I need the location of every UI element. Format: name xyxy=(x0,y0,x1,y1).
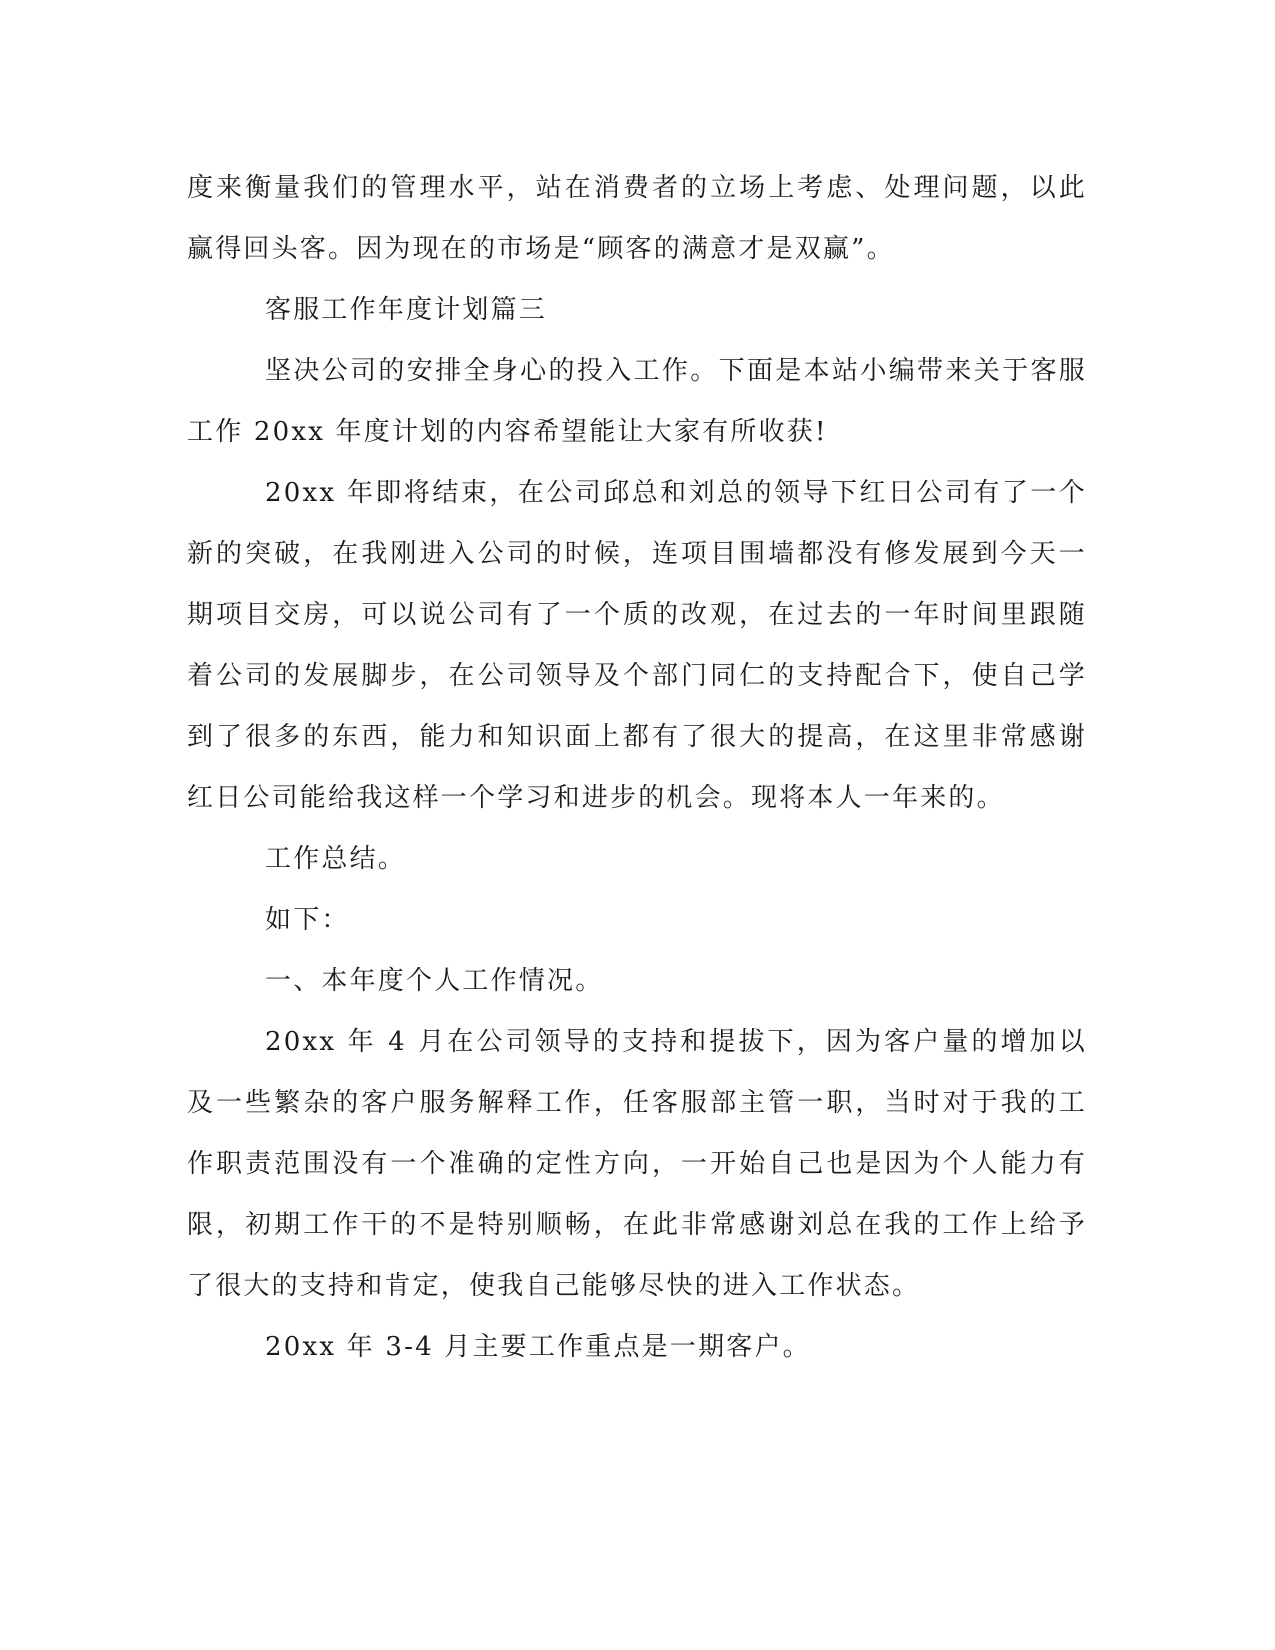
intro-paragraph: 坚决公司的安排全身心的投入工作。下面是本站小编带来关于客服工作 20xx 年度计划的内容希望能让大家有所收获! xyxy=(187,356,1087,447)
paragraph-continuation: 度来衡量我们的管理水平，站在消费者的立场上考虑、处理问题，以此赢得回头客。因为现在的市场是“顾客的满意才是双赢”。 xyxy=(187,173,1087,264)
work-detail-paragraph: 20xx 年 4 月在公司领导的支持和提拔下，因为客户量的增加以及一些繁杂的客户服务解释工作，任客服部主管一职，当时对于我的工作职责范围没有一个准确的定性方向，一开始自己也是因为个人能力有限，初期工作干的不是特别顺畅，在此非常感谢刘总在我的工作上给予了很大的支持和肯定，使我自己能够尽快的进入工作状态。 xyxy=(187,1027,1087,1301)
section-heading: 客服工作年度计划篇三 xyxy=(265,295,548,325)
summary-paragraph: 20xx 年即将结束，在公司邱总和刘总的领导下红日公司有了一个新的突破，在我刚进入公司的时候，连项目围墙都没有修发展到今天一期项目交房，可以说公司有了一个质的改观，在过去的一年时间里跟随着公司的发展脚步，在公司领导及个部门同仁的支持配合下，使自己学到了很多的东西，能力和知识面上都有了很大的提高，在这里非常感谢红日公司能给我这样一个学习和进步的机会。现将本人一年来的。 xyxy=(187,478,1087,813)
subsection-heading: 一、本年度个人工作情况。 xyxy=(265,966,604,996)
as-follows-label: 如下： xyxy=(265,905,350,935)
work-summary-label: 工作总结。 xyxy=(265,844,407,874)
focus-paragraph: 20xx 年 3-4 月主要工作重点是一期客户。 xyxy=(265,1332,811,1362)
document-body xyxy=(187,158,1087,1378)
